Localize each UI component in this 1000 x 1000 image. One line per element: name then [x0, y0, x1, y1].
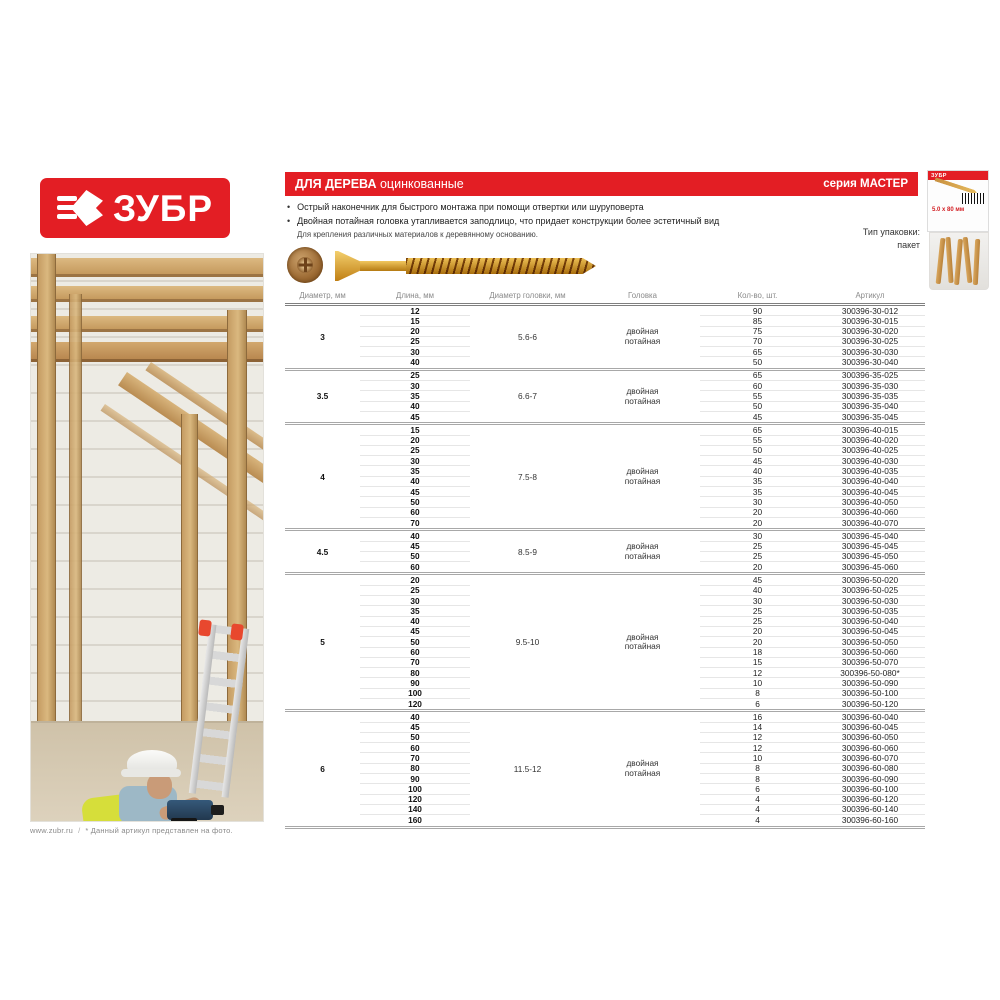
cell-qty: 60 [700, 381, 815, 391]
footnote: * Данный артикул представлен на фото. [85, 826, 233, 835]
cell-qty: 8 [700, 689, 815, 699]
cell-article: 300396-50-060 [815, 648, 925, 658]
cell-length: 35 [360, 466, 470, 476]
cell-length: 80 [360, 764, 470, 774]
cell-article: 300396-50-080* [815, 668, 925, 678]
cell-head-diameter: 7.5-8 [518, 471, 537, 482]
cell-article: 300396-50-045 [815, 627, 925, 637]
cell-length: 40 [360, 402, 470, 412]
cell-article: 300396-50-050 [815, 637, 925, 647]
cell-article: 300396-30-020 [815, 327, 925, 337]
table-group-diameter-5 [285, 575, 925, 712]
cell-length: 35 [360, 391, 470, 401]
cell-article: 300396-40-060 [815, 508, 925, 518]
cell-qty: 40 [700, 586, 815, 596]
cell-qty: 16 [700, 712, 815, 722]
cell-length: 15 [360, 425, 470, 435]
series-label: серия МАСТЕР [823, 178, 908, 190]
title-main: ДЛЯ ДЕРЕВА [295, 177, 377, 191]
cell-head-diameter: 11.5-12 [513, 763, 542, 774]
cell-length: 90 [360, 678, 470, 688]
cell-article: 300396-45-050 [815, 552, 925, 562]
cell-head-diameter: 5.6-6 [518, 331, 537, 342]
cell-article: 300396-50-025 [815, 586, 925, 596]
cell-qty: 50 [700, 402, 815, 412]
cell-length: 50 [360, 637, 470, 647]
cell-length: 120 [408, 698, 422, 709]
screw-head-front-view-icon [287, 247, 323, 283]
zubr-logo [40, 178, 230, 238]
cell-diameter: 4 [320, 471, 325, 482]
feature-list [287, 200, 847, 228]
cell-article: 300396-50-070 [815, 658, 925, 668]
col-header-qty: Кол-во, шт. [737, 291, 778, 300]
cell-qty: 12 [700, 743, 815, 753]
table-header-row [285, 288, 925, 306]
cell-length: 15 [360, 316, 470, 326]
cell-article: 300396-45-060 [841, 562, 899, 573]
cell-length: 20 [360, 436, 470, 446]
cell-qty: 6 [700, 784, 815, 794]
cell-article: 300396-30-015 [815, 316, 925, 326]
title-sub: оцинкованные [379, 177, 464, 191]
cell-qty: 25 [700, 542, 815, 552]
cell-head-type: двойная потайная [624, 385, 661, 406]
cell-qty: 20 [752, 517, 763, 528]
cell-qty: 25 [700, 552, 815, 562]
table-group-diameter-3.5 [285, 371, 925, 425]
cell-length: 40 [410, 357, 420, 368]
cell-diameter: 4.5 [316, 546, 329, 557]
table-group-diameter-4.5 [285, 531, 925, 575]
cell-article: 300396-40-035 [815, 466, 925, 476]
cell-length: 100 [360, 689, 470, 699]
cell-length: 45 [410, 411, 420, 422]
cell-qty: 50 [752, 357, 763, 368]
table-group-diameter-3 [285, 306, 925, 371]
application-description: Для крепления различных материалов к деревянному основанию. [297, 230, 538, 239]
cell-length: 90 [360, 774, 470, 784]
cell-article: 300396-30-030 [815, 347, 925, 357]
col-header-head-diameter: Диаметр головки, мм [489, 291, 566, 300]
cell-qty: 25 [700, 617, 815, 627]
packaging-label: Тип упаковки: [862, 227, 920, 237]
cell-article: 300396-60-040 [815, 712, 925, 722]
bullet-icon: • [287, 202, 291, 212]
cell-length: 30 [360, 456, 470, 466]
cell-qty: 30 [700, 531, 815, 541]
cell-article: 300396-60-160 [841, 815, 899, 826]
cell-qty: 20 [700, 637, 815, 647]
cell-length: 50 [360, 733, 470, 743]
construction-worker-photo [30, 253, 264, 822]
cell-qty: 90 [700, 306, 815, 316]
cell-length: 40 [360, 531, 470, 541]
cell-qty: 25 [700, 606, 815, 616]
cell-article: 300396-35-030 [815, 381, 925, 391]
cell-article: 300396-60-090 [815, 774, 925, 784]
cell-article: 300396-50-120 [841, 698, 899, 709]
cell-diameter: 6 [320, 763, 325, 774]
cell-length: 25 [360, 337, 470, 347]
cell-qty: 30 [700, 596, 815, 606]
cell-head-type: двойная потайная [624, 758, 661, 778]
cell-length: 80 [360, 668, 470, 678]
cell-head-type: двойная потайная [624, 631, 661, 652]
cell-diameter: 3.5 [316, 391, 329, 402]
cell-article: 300396-35-035 [815, 391, 925, 401]
package-size-label: 5.0 х 80 мм [932, 207, 965, 213]
cell-article: 300396-60-100 [815, 784, 925, 794]
cell-length: 35 [360, 606, 470, 616]
cell-article: 300396-60-120 [815, 795, 925, 805]
cell-qty: 30 [700, 497, 815, 507]
cell-article: 300396-40-020 [815, 436, 925, 446]
cell-length: 50 [360, 497, 470, 507]
cell-qty: 50 [700, 446, 815, 456]
cell-length: 60 [360, 743, 470, 753]
cell-article: 300396-50-090 [815, 678, 925, 688]
cell-article: 300396-40-050 [815, 497, 925, 507]
bison-arrow-icon [57, 188, 103, 228]
cell-qty: 10 [700, 678, 815, 688]
cell-length: 60 [360, 508, 470, 518]
cell-length: 20 [360, 327, 470, 337]
cell-length: 100 [360, 784, 470, 794]
cell-length: 40 [360, 477, 470, 487]
cell-length: 30 [360, 596, 470, 606]
cell-length: 70 [360, 753, 470, 763]
cell-length: 60 [360, 648, 470, 658]
cell-article: 300396-40-040 [815, 477, 925, 487]
cell-length: 12 [360, 306, 470, 316]
section-title-bar [285, 172, 918, 196]
cell-qty: 75 [700, 327, 815, 337]
spec-table [285, 288, 925, 829]
col-header-diameter: Диаметр, мм [299, 291, 346, 300]
col-header-head-type: Головка [628, 291, 657, 300]
cell-qty: 70 [700, 337, 815, 347]
cell-length: 45 [360, 723, 470, 733]
cell-qty: 65 [700, 347, 815, 357]
cell-article: 300396-50-020 [815, 575, 925, 585]
cell-qty: 45 [752, 411, 763, 422]
cell-article: 300396-60-050 [815, 733, 925, 743]
website-url: www.zubr.ru [30, 826, 74, 835]
cell-article: 300396-50-040 [815, 617, 925, 627]
col-header-length: Длина, мм [396, 291, 434, 300]
cell-article: 300396-30-012 [815, 306, 925, 316]
cell-length: 45 [360, 487, 470, 497]
cell-article: 300396-35-040 [815, 402, 925, 412]
plastic-bag-with-screws [929, 232, 989, 290]
cell-qty: 4 [700, 795, 815, 805]
cell-length: 25 [360, 446, 470, 456]
page-footer [30, 826, 233, 835]
cell-qty: 45 [700, 456, 815, 466]
footer-separator: / [78, 826, 81, 835]
cell-length: 160 [408, 815, 422, 826]
screw-product-image [287, 243, 607, 289]
cell-article: 300396-60-080 [815, 764, 925, 774]
cell-length: 70 [410, 517, 420, 528]
cell-article: 300396-35-045 [841, 411, 899, 422]
cordless-drill [167, 800, 213, 820]
cell-qty: 20 [752, 562, 763, 573]
cell-head-type: двойная потайная [624, 326, 661, 346]
cell-qty: 65 [700, 425, 815, 435]
cell-qty: 40 [700, 466, 815, 476]
cell-article: 300396-45-045 [815, 542, 925, 552]
cell-article: 300396-60-045 [815, 723, 925, 733]
cell-article: 300396-60-140 [815, 805, 925, 815]
cell-head-diameter: 8.5-9 [518, 546, 537, 557]
cell-length: 25 [360, 371, 470, 381]
col-header-article: Артикул [855, 291, 885, 300]
cell-head-diameter: 9.5-10 [515, 637, 540, 648]
cell-qty: 12 [700, 733, 815, 743]
cell-length: 120 [360, 795, 470, 805]
section-title [295, 177, 464, 191]
cell-head-type: двойная потайная [624, 466, 661, 486]
cell-length: 45 [360, 627, 470, 637]
cell-length: 45 [360, 542, 470, 552]
cell-length: 140 [360, 805, 470, 815]
cell-length: 20 [360, 575, 470, 585]
cell-qty: 18 [700, 648, 815, 658]
cell-length: 40 [360, 712, 470, 722]
cell-length: 30 [360, 381, 470, 391]
cell-qty: 35 [700, 477, 815, 487]
cell-qty: 4 [700, 805, 815, 815]
cell-article: 300396-40-030 [815, 456, 925, 466]
cell-length: 50 [360, 552, 470, 562]
cell-qty: 20 [700, 508, 815, 518]
cell-qty: 55 [700, 436, 815, 446]
packaging-info [700, 226, 920, 252]
cell-article: 300396-40-070 [841, 517, 899, 528]
cell-qty: 8 [700, 774, 815, 784]
cell-qty: 8 [700, 764, 815, 774]
cell-head-type: двойная потайная [624, 541, 661, 561]
cell-qty: 55 [700, 391, 815, 401]
cell-qty: 35 [700, 487, 815, 497]
cell-qty: 14 [700, 723, 815, 733]
cell-diameter: 5 [320, 637, 325, 648]
logo-text: ЗУБР [112, 187, 214, 229]
cell-diameter: 3 [320, 331, 325, 342]
cell-length: 25 [360, 586, 470, 596]
cell-length: 30 [360, 347, 470, 357]
cell-article: 300396-50-035 [815, 606, 925, 616]
table-group-diameter-4 [285, 425, 925, 531]
cell-article: 300396-40-015 [815, 425, 925, 435]
cell-article: 300396-40-045 [815, 487, 925, 497]
cell-qty: 12 [700, 668, 815, 678]
cell-article: 300396-60-070 [815, 753, 925, 763]
cell-article: 300396-30-025 [815, 337, 925, 347]
cell-qty: 6 [755, 698, 760, 709]
screw-side-view-icon [335, 251, 605, 281]
package-brand-strip: ЗУБР [928, 171, 988, 180]
cell-qty: 85 [700, 316, 815, 326]
table-group-diameter-6 [285, 712, 925, 828]
package-photo [927, 170, 989, 290]
cell-article: 300396-60-060 [815, 743, 925, 753]
bullet-icon: • [287, 216, 291, 226]
cell-length: 40 [360, 617, 470, 627]
barcode-icon [962, 193, 984, 204]
cell-length: 60 [410, 562, 420, 573]
cell-qty: 10 [700, 753, 815, 763]
cell-head-diameter: 6.6-7 [518, 391, 537, 402]
cell-article: 300396-50-030 [815, 596, 925, 606]
cell-article: 300396-40-025 [815, 446, 925, 456]
cell-qty: 20 [700, 627, 815, 637]
cell-qty: 4 [755, 815, 760, 826]
cell-qty: 45 [700, 575, 815, 585]
feature-item: • Двойная потайная головка утапливается заподлицо, что придает конструкции более эстетичный вид [287, 216, 720, 226]
cell-article: 300396-35-025 [815, 371, 925, 381]
cell-article: 300396-45-040 [815, 531, 925, 541]
feature-item: • Острый наконечник для быстрого монтажа при помощи отвертки или шуруповерта [287, 202, 644, 212]
cell-qty: 65 [700, 371, 815, 381]
spec-table-body [285, 306, 925, 829]
packaging-value: пакет [897, 240, 920, 250]
cell-article: 300396-30-040 [841, 357, 899, 368]
cell-article: 300396-50-100 [815, 689, 925, 699]
cell-length: 70 [360, 658, 470, 668]
cell-qty: 15 [700, 658, 815, 668]
